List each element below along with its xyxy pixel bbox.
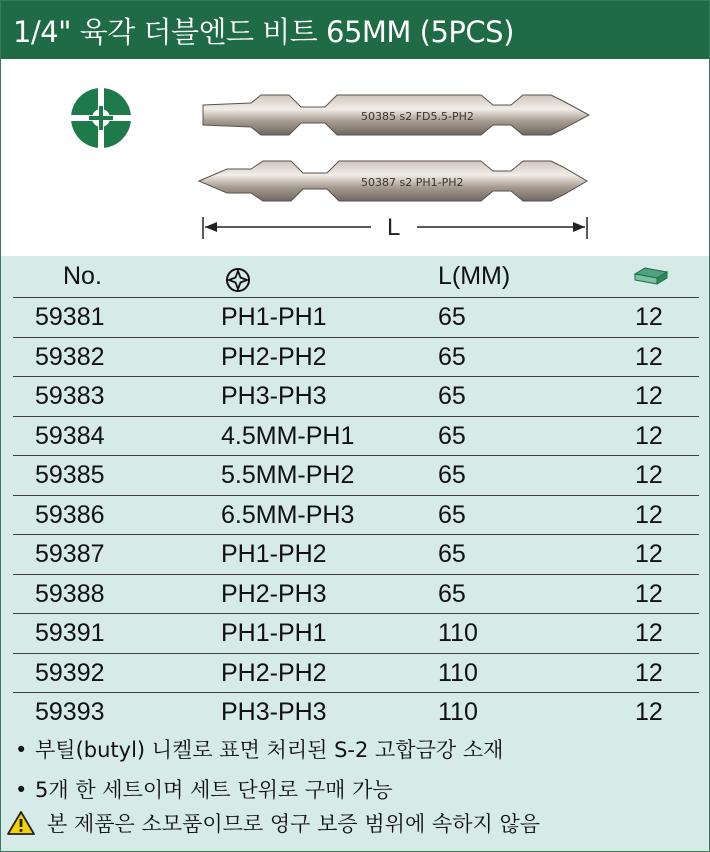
cell-no: 59391 (35, 619, 105, 647)
bit-phillips-phillips (199, 161, 587, 201)
table-row (13, 653, 699, 693)
cell-no: 59392 (35, 658, 105, 687)
table-row (13, 534, 699, 574)
table-row (13, 574, 699, 614)
table-row (13, 613, 699, 653)
cell-no: 59387 (35, 540, 105, 568)
cell-no: 59386 (35, 500, 105, 529)
cell-no: 59382 (35, 342, 105, 371)
cell-length: 65 (438, 540, 466, 568)
cell-tip: PH3-PH3 (221, 382, 327, 410)
table-header (1, 256, 709, 297)
cell-length: 65 (438, 342, 466, 371)
cell-qty: 12 (635, 619, 663, 647)
cell-length: 65 (438, 303, 466, 331)
cell-length: 65 (438, 382, 466, 410)
cell-no: 59383 (35, 382, 105, 410)
cell-length: 65 (438, 500, 466, 529)
cell-no: 59385 (35, 461, 105, 489)
cell-qty: 12 (635, 579, 663, 608)
table-body (1, 297, 709, 732)
cell-length: 65 (438, 421, 466, 450)
cell-qty: 12 (635, 500, 663, 529)
svg-text:L: L (387, 214, 401, 241)
cell-qty: 12 (635, 540, 663, 568)
cell-qty: 12 (635, 382, 663, 410)
table-row (13, 297, 699, 337)
note-material: • 부틸(butyl) 니켈로 표면 처리된 S-2 고합금강 소재 (15, 738, 504, 762)
cell-length: 65 (438, 461, 466, 489)
hex-socket-icon (225, 267, 251, 300)
bit-flat-phillips (203, 95, 589, 135)
header-length: L(MM) (438, 262, 511, 290)
product-illustration (1, 59, 709, 256)
warning-note: 본 제품은 소모품이므로 영구 보증 범위에 속하지 않음 (7, 808, 540, 838)
cell-no: 59388 (35, 579, 105, 608)
table-row (13, 455, 699, 495)
double-end-bits-drawing (191, 79, 601, 249)
cell-length: 110 (438, 698, 478, 726)
cell-length: 65 (438, 579, 466, 608)
cell-no: 59393 (35, 698, 105, 726)
cell-qty: 12 (635, 461, 663, 489)
cell-tip: 6.5MM-PH3 (221, 500, 355, 529)
cell-no: 59381 (35, 303, 105, 331)
product-notes (1, 730, 709, 851)
cell-tip: 5.5MM-PH2 (221, 461, 355, 489)
table-row (13, 495, 699, 535)
warning-icon (7, 810, 35, 836)
table-row (13, 337, 699, 377)
spec-table (1, 256, 709, 730)
cell-qty: 12 (635, 658, 663, 687)
cell-tip: PH2-PH2 (221, 342, 327, 371)
cell-length: 110 (438, 619, 478, 647)
cell-qty: 12 (635, 342, 663, 371)
svg-text:50387 s2 PH1-PH2: 50387 s2 PH1-PH2 (361, 176, 464, 189)
cell-qty: 12 (635, 421, 663, 450)
cell-tip: PH2-PH3 (221, 579, 327, 608)
cell-tip: PH1-PH2 (221, 540, 327, 568)
cell-tip: 4.5MM-PH1 (221, 421, 355, 450)
header-no: No. (63, 262, 102, 290)
length-dimension (203, 214, 587, 241)
cell-no: 59384 (35, 421, 105, 450)
cell-tip: PH1-PH1 (221, 619, 327, 647)
table-row (13, 692, 699, 732)
box-stack-icon (633, 264, 669, 295)
svg-text:50385 s2 FD5.5-PH2: 50385 s2 FD5.5-PH2 (361, 110, 474, 123)
cell-length: 110 (438, 658, 478, 687)
cell-tip: PH1-PH1 (221, 303, 327, 331)
cell-qty: 12 (635, 698, 663, 726)
cell-tip: PH3-PH3 (221, 698, 327, 726)
table-row (13, 376, 699, 416)
note-set: • 5개 한 세트이며 세트 단위로 구매 가능 (15, 778, 393, 802)
cell-qty: 12 (635, 303, 663, 331)
brand-logo-icon (69, 86, 133, 150)
table-row (13, 416, 699, 456)
cell-tip: PH2-PH2 (221, 658, 327, 687)
page-title: 1/4" 육각 더블엔드 비트 65MM (5PCS) (1, 1, 709, 59)
